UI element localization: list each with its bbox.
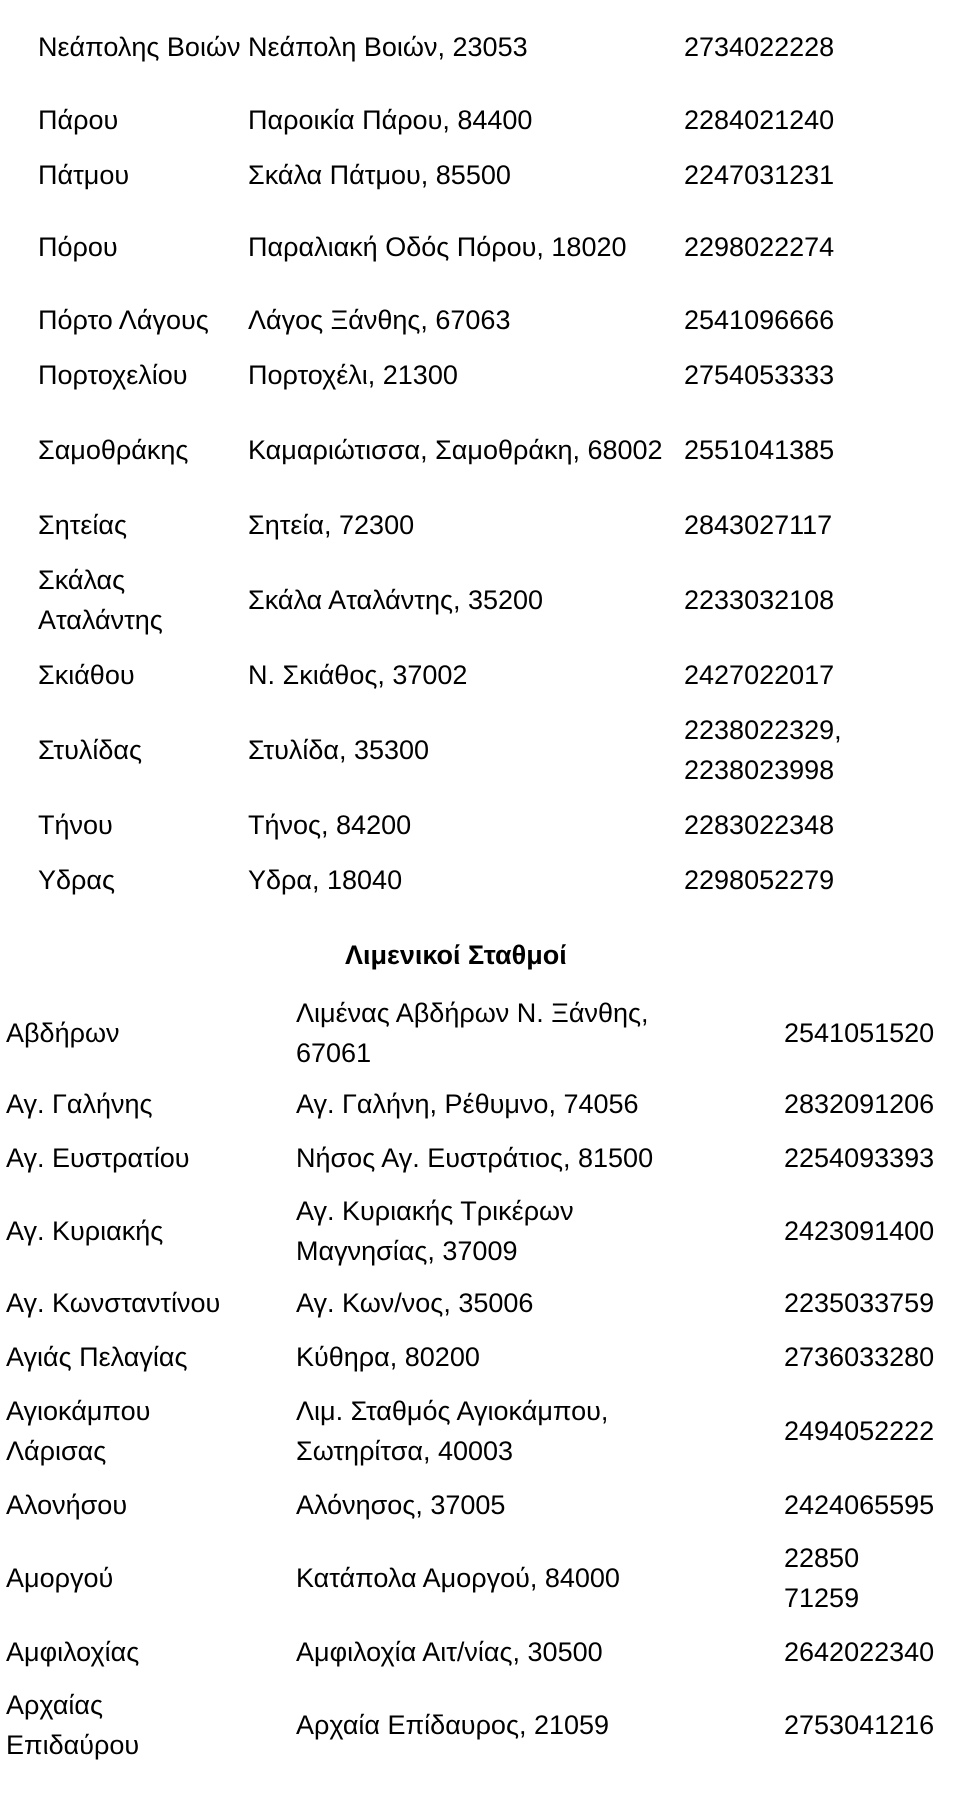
station-address: Αγ. Κυριακής Τρικέρων Μαγνησίας, 37009 <box>296 1196 574 1266</box>
table-row <box>0 1130 960 1185</box>
table-row <box>0 797 960 852</box>
office-name: Πάρου <box>38 104 119 135</box>
office-name: Σκιάθου <box>38 659 135 690</box>
station-name: Αλονήσου <box>6 1489 128 1520</box>
station-name: Αγ. Κυριακής <box>6 1216 164 1246</box>
station-name: Αβδήρων <box>6 1018 120 1048</box>
office-address: Καμαριώτισσα, Σαμοθράκη, 68002 <box>248 434 663 465</box>
table-row <box>0 1624 960 1679</box>
table-row <box>0 2 960 92</box>
office-phone: 2427022017 <box>684 659 835 690</box>
station-name: Αγιάς Πελαγίας <box>6 1341 188 1372</box>
table-row <box>0 292 960 347</box>
station-phone: 2642022340 <box>784 1636 935 1667</box>
office-address: Λάγος Ξάνθης, 67063 <box>248 304 511 335</box>
office-name: Πάτμου <box>38 159 130 190</box>
office-phone: 2283022348 <box>684 809 835 840</box>
station-phone: 2235033759 <box>784 1288 935 1318</box>
office-phone: 2238022329, 2238023998 <box>684 714 842 785</box>
station-name: Αρχαίας Επιδαύρου <box>6 1690 140 1760</box>
table-row <box>0 497 960 552</box>
station-address: Λιμ. Σταθμός Αγιοκάμπου, Σωτηρίτσα, 40003 <box>296 1395 609 1466</box>
table-row <box>0 202 960 292</box>
office-phone: 2284021240 <box>684 104 835 135</box>
office-name: Στυλίδας <box>38 734 142 765</box>
office-name: Πορτοχελίου <box>38 359 188 390</box>
station-phone: 2254093393 <box>784 1142 935 1173</box>
station-address: Αρχαία Επίδαυρος, 21059 <box>296 1710 610 1740</box>
table-row <box>0 1078 960 1130</box>
office-address: Πορτοχέλι, 21300 <box>248 359 458 390</box>
station-phone: 2753041216 <box>784 1710 935 1740</box>
office-address: Παραλιακή Οδός Πόρου, 18020 <box>248 232 627 262</box>
station-address: Αγ. Κων/νος, 35006 <box>296 1288 534 1318</box>
table-row <box>0 1329 960 1384</box>
office-address: Στυλίδα, 35300 <box>248 734 430 765</box>
office-name: Πόρτο Λάγους <box>38 304 209 335</box>
station-address: Λιμένας Αβδήρων Ν. Ξάνθης, 67061 <box>296 998 649 1068</box>
table-row <box>0 552 960 647</box>
office-address: Υδρα, 18040 <box>248 864 403 895</box>
office-phone: 2551041385 <box>684 434 835 465</box>
office-phone: 2298052279 <box>684 864 835 895</box>
office-address: Σκάλα Πάτμου, 85500 <box>248 159 511 190</box>
table-row <box>0 92 960 147</box>
office-phone: 2754053333 <box>684 359 835 390</box>
office-phone: 2843027117 <box>684 509 833 540</box>
table-row <box>0 1477 960 1532</box>
station-phone: 2832091206 <box>784 1089 935 1119</box>
table-row <box>0 402 960 497</box>
table-row <box>0 347 960 402</box>
office-phone: 2247031231 <box>684 159 835 190</box>
station-phone: 2541051520 <box>784 1018 935 1048</box>
station-phone: 22850 71259 <box>784 1543 860 1613</box>
station-name: Αγ. Γαλήνης <box>6 1089 153 1119</box>
station-address: Αγ. Γαλήνη, Ρέθυμνο, 74056 <box>296 1089 639 1119</box>
station-phone: 2736033280 <box>784 1341 935 1372</box>
table-row <box>0 1277 960 1329</box>
table-row <box>0 702 960 797</box>
port-stations-table <box>0 988 960 1771</box>
office-phone: 2298022274 <box>684 232 835 262</box>
office-address: Νεάπολη Βοιών, 23053 <box>248 32 528 62</box>
table-row <box>0 1185 960 1277</box>
office-name: Σκάλας Αταλάντης <box>38 564 163 635</box>
station-address: Αλόνησος, 37005 <box>296 1489 506 1520</box>
office-address: Ν. Σκιάθος, 37002 <box>248 659 468 690</box>
station-phone: 2424065595 <box>784 1489 935 1520</box>
station-name: Αγ. Κωνσταντίνου <box>6 1288 221 1318</box>
office-address: Παροικία Πάρου, 84400 <box>248 104 533 135</box>
station-name: Αγ. Ευστρατίου <box>6 1142 190 1173</box>
office-address: Σκάλα Αταλάντης, 35200 <box>248 584 544 615</box>
table-row <box>0 147 960 202</box>
station-phone: 2494052222 <box>784 1415 935 1446</box>
office-name: Νεάπολης Βοιών <box>38 32 241 62</box>
office-name: Σαμοθράκης <box>38 434 189 465</box>
table-row <box>0 852 960 907</box>
table-row <box>0 1384 960 1477</box>
office-phone: 2233032108 <box>684 584 835 615</box>
office-phone: 2734022228 <box>684 32 835 62</box>
office-name: Σητείας <box>38 509 128 540</box>
port-authorities-table <box>0 2 960 907</box>
station-address: Κατάπολα Αμοργού, 84000 <box>296 1563 620 1593</box>
station-name: Αμφιλοχίας <box>6 1636 140 1667</box>
office-address: Σητεία, 72300 <box>248 509 415 540</box>
office-name: Υδρας <box>38 864 116 895</box>
station-address: Αμφιλοχία Αιτ/νίας, 30500 <box>296 1636 603 1667</box>
station-name: Αγιοκάμπου Λάρισας <box>6 1395 151 1466</box>
table-row <box>0 988 960 1078</box>
section-heading: Λιμενικοί Σταθμοί <box>345 940 567 970</box>
station-address: Κύθηρα, 80200 <box>296 1341 480 1372</box>
station-name: Αμοργού <box>6 1563 114 1593</box>
office-name: Πόρου <box>38 232 118 262</box>
station-address: Νήσος Αγ. Ευστράτιος, 81500 <box>296 1142 654 1173</box>
station-phone: 2423091400 <box>784 1216 935 1246</box>
office-phone: 2541096666 <box>684 304 835 335</box>
table-row <box>0 1532 960 1624</box>
office-address: Τήνος, 84200 <box>248 809 412 840</box>
office-name: Τήνου <box>38 809 113 840</box>
table-row <box>0 1679 960 1771</box>
table-row <box>0 647 960 702</box>
